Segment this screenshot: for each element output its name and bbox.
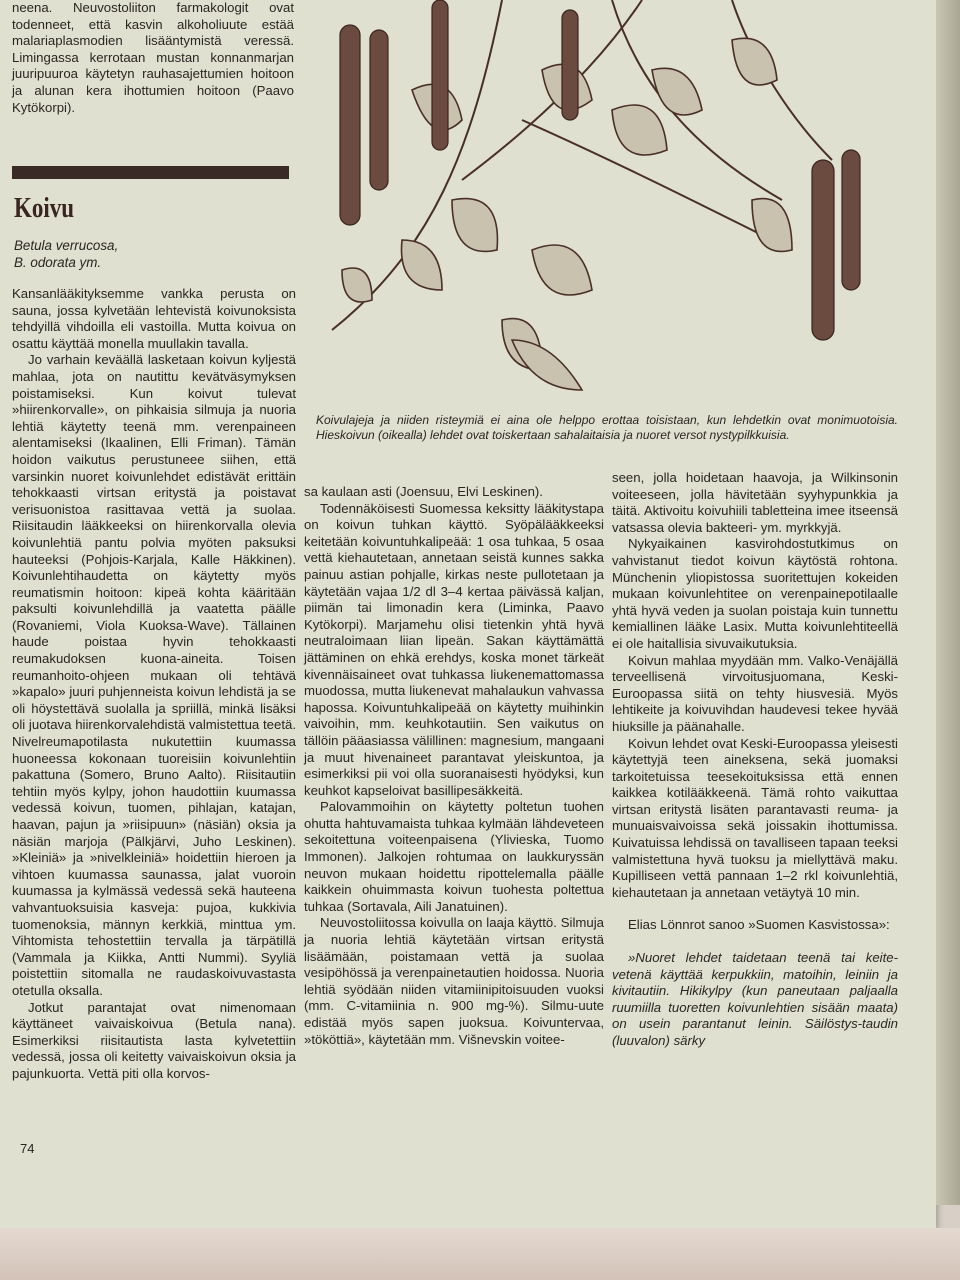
col2-paragraph-3: Palovammoihin on käytetty poltetun tuohen ohutta hahtuvamaista tuhkaa kylmään lähdeveteen sekoitettuna voiteenpaisena (Ylivieska, Tuomo Immonen). Jalkojen rohtumaa on laukkuryssän neuvon mukaan hoidettu ripottelemalla päälle kaikkein ohuimmasta koivun tuohesta poltettua tuhkaa (Sortavala, Aili Janatuinen). [304, 799, 604, 914]
col3-paragraph-4: Koivun lehdet ovat Keski-Euroopassa yleisesti käytettyjä teen aineksena, sekä juomaksi tarkoitetuissa teesekoituksissa että ennen kaikkea kotilääkkeenä. Tämä rohto vaikuttaa virtsan eritystä lisäten parantavasti reuma- ja munuaisvaivoissa sekä joissakin ihottumissa. Kuivatuissa lehdissä on tavalliseen tapaan teeksi valmistettuna hyvä tuoksu ja miellyttävä maku. Kupilliseen vettä pannaan 1–2 rkl koivunlehtiä, kiehautetaan ja annetaan vetäytyä 10 min. [612, 735, 898, 900]
text-column-1 [12, 286, 296, 1083]
col1-paragraph-2: Jo varhain keväällä lasketaan koivun kyljestä mahlaa, jota on nautittu kevätväsymyksen poistamiseksi. Kun koivut tulevat »hiirenkorvalle», on pihkaisia silmuja ja nuoria lehtiä käytetty teenä mm. verenpaineen alentamiseksi (Ikaalinen, Elli Friman). Tämän hoidon vaikutus perustuneee siihen, että varsinkin nuoret koivunlehdet edistävät erittäin tehokkaasti virtsan eritystä ja poistavat verisuonistoa rasittavaa vettä ja suolaa. Riisitaudin lääkkeeksi on hiirenkorvalla olevia koivunlehtiä pantu polvia myöten paksuksi hauteeksi (Pohjois-Karjala, Kalle Häkkinen). Koivunlehtihaudetta on käytetty myös reumatismin hoitoon: kipeä kohta kääritään paksulti koivunlehdillä ja vaatetta päälle (Rovaniemi, Viola Kuoksa-Wave). Tällainen haude poistaa hyvin tehokkaasti reumakudoksen kuona-aineita. Toisen reumanhoito-ohjeen mukaan oli tehtävä »kapalo» juuri puhjenneista koivun lehdistä ja se oli höystettävä suolalla ja spriillä, minkä lisäksi oli juotava hiirenkorvalehdistä valmistettua teetä. Nivelreumapotilasta nukutettiin kuumassa huoneessa kokonaan tuoreisiin koivunlehtiin pakattuna (Somero, Bruno Aalto). Riisitautiin tehtiin myös kylpy, johon haudottiin kuumassa vedessä koivun, tuomen, pihlajan, katajan, haavan, pajun ja »riisipuun» (näsiän) oksia ja näsiän marjoja (Pälkjärvi, Juho Leskinen). »Kleiniä» ja »nivelkleiniä» hoidettiin hieroen ja vihtoen kuumassa saunassa, jalat vuoroin kuumassa ja kylmässä vedessä sekä hauteena vahvantuoksuisia kasveja: pujoa, kukkivia tuomenoksia, männyn kerkkiä, minttua ym. Vihtomista tehostettiin tervalla ja tärpätillä (Vammala ja Kiikka, Antti Nummi). Syyliä poistettiin sitomalla ne raudaskoivuvastasta otetulla oksalla. [12, 352, 296, 998]
text-column-3 [612, 470, 898, 1050]
col2-paragraph-2: Todennäköisesti Suomessa keksitty lääkitystapa on koivun tuhkan käyttö. Syöpälääkkeeksi keitetään koivuntuhkalipeää: 1 osa tuhkaa, 5 osaa vettä kiehautetaan, annetaan seistä kunnes sakka painuu astian pohjalle, kirkas neste pullotetaan ja käytetään vajaa 1/2 dl 3–4 kertaa päivässä kaljan, piimän tai limonadin kera (Liminka, Paavo Kytökorpi). Marjamehu olisi tietenkin yhtä hyvä neutraloimaan liian lipeän. Sakan käyttämättä jättäminen on ehkä erehdys, koska monet tärkeät kivennäisaineet ovat tuhkassa liukenemattomassa muodossa, mutta liukenevat mahalaukun vahvassa hapossa. Koivuntuhkalipeää on käytetty muihinkin vaivoihin, mm. keuhkotautiin. Sen vaikutus on tällöin pääasiassa välillinen: magnesium, mangaani ja muut hivenaineet parantavat yleiskuntoa, ja esimerkiksi pii voi olla suoranaisesti hyödyksi, kun keuhkot kapseloivat basillipesäkkeitä. [304, 500, 604, 798]
latin-name-2: B. odorata ym. [14, 255, 102, 270]
col2-paragraph-4: Neuvostoliitossa koivulla on laaja käyttö. Silmuja ja nuoria lehtiä käytetään virtsan eritystä lisäämään, poistamaan vettä ja suolaa vesipöhössä ja verenpainetautien hoidossa. Nuoria lehtiä syödään niiden vitamiinipitoisuuden vuoksi (mm. C-vitamiinia n. 900 mg-%). Silmu-uute edistää myös sapen juoksua. Koivuntervaa, »tököttiä», käytetään mm. Višnevskin voitee- [304, 915, 604, 1047]
table-surface [0, 1228, 960, 1280]
page-edge [936, 0, 960, 1205]
col3-paragraph-5: Elias Lönnrot sanoo »Suomen Kasvistossa»: [628, 917, 890, 933]
latin-name-1: Betula verrucosa, [14, 238, 119, 253]
col1-paragraph-1: Kansanlääkityksemme vankka perusta on sauna, jossa kylvetään lehtevistä koivunoksista tehdyillä vihdoilla eli vastoilla. Mutta koivua on osattu käyttää monella muullakin tavalla. [12, 286, 296, 351]
text-column-2 [304, 484, 604, 1048]
intro-text: neena. Neuvostoliiton farmakologit ovat todenneet, että kasvin alkoholiuute estää malariaplasmodien lisääntymistä veressä. Limingassa kerrotaan mustan konnanmarjan juuripuuroa käytetyn rauhasajettumien hoitoon ja alunan kera ihottumien hoitoon (Paavo Kytökorpi). [12, 0, 294, 115]
col3-quote: »Nuoret lehdet taidetaan teenä tai keite-vetenä käyttää kerpukkiin, matoihin, leiniin ja kivitautiin. Hikikylpy (kun paneutaan paljaalla ruumiilla tuoretten koivunlehtien sisään maata) on usein parantanut leinin. Säilöstys-taudin (luuvalon) särky [612, 950, 898, 1048]
col1-paragraph-3: Jotkut parantajat ovat nimenomaan käyttäneet vaivaiskoivua (Betula nana). Esimerkiksi riisitautista lasta kylvetettiin vedessä, jossa oli keitetty vaivaiskoivun oksia ja pajunkuorta. Vettä piti olla korvos- [12, 999, 296, 1081]
latin-names [14, 237, 274, 271]
col3-paragraph-1: seen, jolla hoidetaan haavoja, ja Wilkinsonin voiteeseen, jolla hävitetään syyhypunkkia ja täitä. Aktivoitu koivuhiili tabletteina imee itseensä vatsassa olevia bakteeri- ym. myrkkyjä. [612, 470, 898, 535]
page-number: 74 [20, 1141, 35, 1156]
section-divider-bar [12, 166, 289, 179]
col3-paragraph-3: Koivun mahlaa myydään mm. Valko-Venäjällä terveellisenä virvoitusjuomana, Keski-Euroopassa siitä on tehty hiusvesiä. Myös lehtikeite ja koivuvihdan haudevesi tekee hyvää hiuksille ja päänahalle. [612, 652, 898, 734]
col3-paragraph-2: Nykyaikainen kasvirohdostutkimus on vahvistanut tiedot koivun käytöstä rohtona. Münchenin yliopistossa suoritettujen kokeiden mukaan koivunlehtitee on verenpainepotilaalle yhtä hyvä veden ja suolan poistaja kuin tunnettu kemiallinen lääke Lasix. Mutta koivunlehtiteellä ei ole haitallisia sivuvaikutuksia. [612, 536, 898, 651]
col2-paragraph-1: sa kaulaan asti (Joensuu, Elvi Leskinen). [304, 484, 543, 499]
section-heading: Koivu [14, 193, 74, 224]
figure-caption: Koivulajeja ja niiden risteymiä ei aina ole helppo erottaa toisistaan, kun lehdetkin ovat monimuotoisia. Hieskoivun (oikealla) lehdet ovat toiskertaan sahalaitaisia ja nuoret versot nystypilkkuisia. [316, 413, 898, 442]
birch-illustration [312, 0, 902, 410]
intro-paragraph [12, 0, 294, 116]
